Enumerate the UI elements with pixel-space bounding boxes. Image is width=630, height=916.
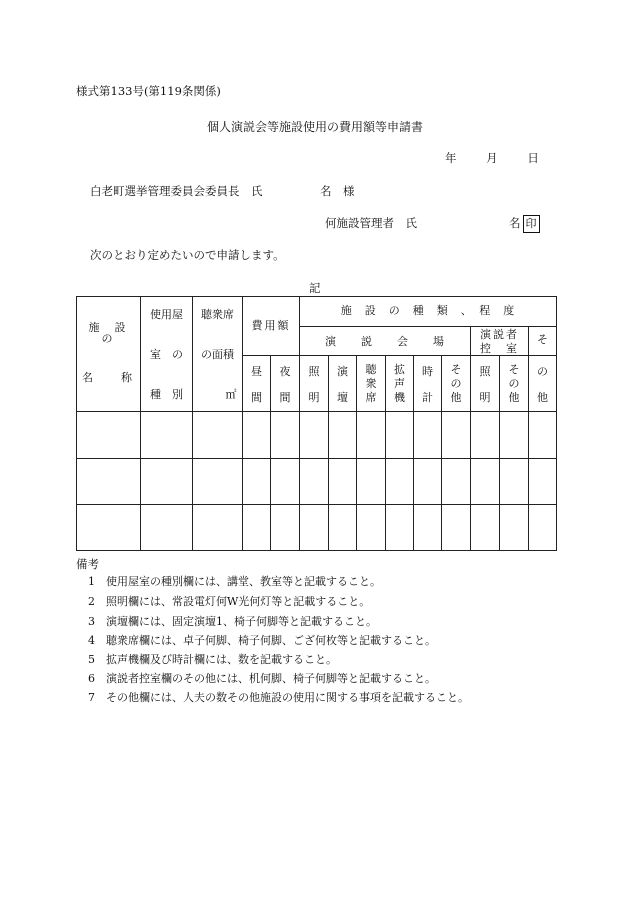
other-heading-3: 他 bbox=[537, 391, 548, 404]
speech-hall-heading: 演 説 会 場 bbox=[325, 335, 445, 348]
col-facility-name-top: 施 設 の bbox=[88, 321, 141, 345]
note-item: 2 照明欄には、常設電灯何W光何灯等と記載すること。 bbox=[88, 595, 371, 608]
cost-night-1: 夜 bbox=[279, 365, 291, 378]
hall-clock-1: 時 bbox=[422, 365, 433, 378]
date-day-label: 日 bbox=[527, 151, 539, 165]
facility-types-heading: 施 設 の 種 類 、 程 度 bbox=[340, 304, 516, 317]
form-number: 様式第133号(第119条関係) bbox=[76, 84, 221, 98]
notes-heading: 備考 bbox=[76, 557, 99, 571]
note-item: 5 拡声機欄及び時計欄には、数を記載すること。 bbox=[88, 653, 337, 666]
hall-seats-2: 衆 bbox=[365, 377, 377, 390]
col-room-type-2: 室 の bbox=[150, 348, 183, 361]
hall-stage-2: 壇 bbox=[337, 391, 348, 404]
room-lighting-2: 明 bbox=[479, 391, 491, 404]
hall-other-2: の bbox=[450, 377, 462, 390]
hall-other-3: 他 bbox=[450, 391, 462, 404]
hall-stage-1: 演 bbox=[337, 365, 348, 378]
speaker-room-heading-1: 演説者 bbox=[480, 328, 519, 341]
note-item: 3 演壇欄には、固定演壇1、椅子何脚等と記載すること。 bbox=[88, 615, 377, 628]
intro-text: 次のとおり定めたいので申請します。 bbox=[90, 248, 285, 262]
note-item: 4 聴衆席欄には、卓子何脚、椅子何脚、ござ何枚等と記載すること。 bbox=[88, 634, 436, 647]
hall-lighting-1: 照 bbox=[308, 365, 320, 378]
hall-clock-2: 計 bbox=[422, 391, 433, 404]
hall-speaker-2: 声 bbox=[394, 377, 405, 390]
note-item: 1 使用屋室の種別欄には、講堂、教室等と記載すること。 bbox=[88, 575, 381, 588]
speaker-room-heading-2: 控 室 bbox=[480, 342, 519, 355]
hall-seats-1: 聴 bbox=[365, 363, 377, 376]
cost-day-1: 昼 bbox=[251, 365, 262, 378]
other-heading-1: そ bbox=[537, 333, 548, 346]
addressee: 白老町選挙管理委員会委員長 氏 名 様 bbox=[90, 184, 355, 198]
room-other-1: そ bbox=[508, 363, 520, 376]
note-item: 6 演説者控室欄のその他には、机何脚、椅子何脚等と記載すること。 bbox=[88, 672, 436, 685]
col-room-type-1: 使用屋 bbox=[150, 308, 183, 321]
col-room-type-3: 種 別 bbox=[150, 388, 183, 401]
hall-other-1: そ bbox=[450, 363, 462, 376]
hall-speaker-3: 機 bbox=[394, 391, 405, 404]
date-month-label: 月 bbox=[486, 151, 498, 165]
room-lighting-1: 照 bbox=[479, 365, 491, 378]
hall-lighting-2: 明 bbox=[308, 391, 320, 404]
hall-seats-3: 席 bbox=[365, 391, 377, 404]
applicant-label: 何施設管理者 氏 名 bbox=[325, 216, 521, 230]
date-year-label: 年 bbox=[445, 151, 457, 165]
col-seat-area-2: の面積 bbox=[201, 348, 234, 361]
col-cost: 費用額 bbox=[251, 319, 291, 332]
note-item: 7 その他欄には、人夫の数その他施設の使用に関する事項を記載すること。 bbox=[88, 691, 469, 704]
room-other-3: 他 bbox=[508, 391, 520, 404]
cost-night-2: 間 bbox=[279, 391, 291, 404]
col-seat-area-1: 聴衆席 bbox=[201, 308, 234, 321]
seal-mark: 印 bbox=[523, 215, 540, 233]
room-other-2: の bbox=[508, 377, 520, 390]
cost-day-2: 間 bbox=[251, 391, 262, 404]
col-facility-name-bottom: 名 称 bbox=[82, 371, 134, 384]
ki-heading: 記 bbox=[309, 281, 321, 295]
other-heading-2: の bbox=[537, 365, 548, 378]
col-seat-area-unit: ㎡ bbox=[225, 388, 237, 401]
hall-speaker-1: 拡 bbox=[394, 363, 405, 376]
document-title: 個人演説会等施設使用の費用額等申請書 bbox=[206, 120, 423, 134]
